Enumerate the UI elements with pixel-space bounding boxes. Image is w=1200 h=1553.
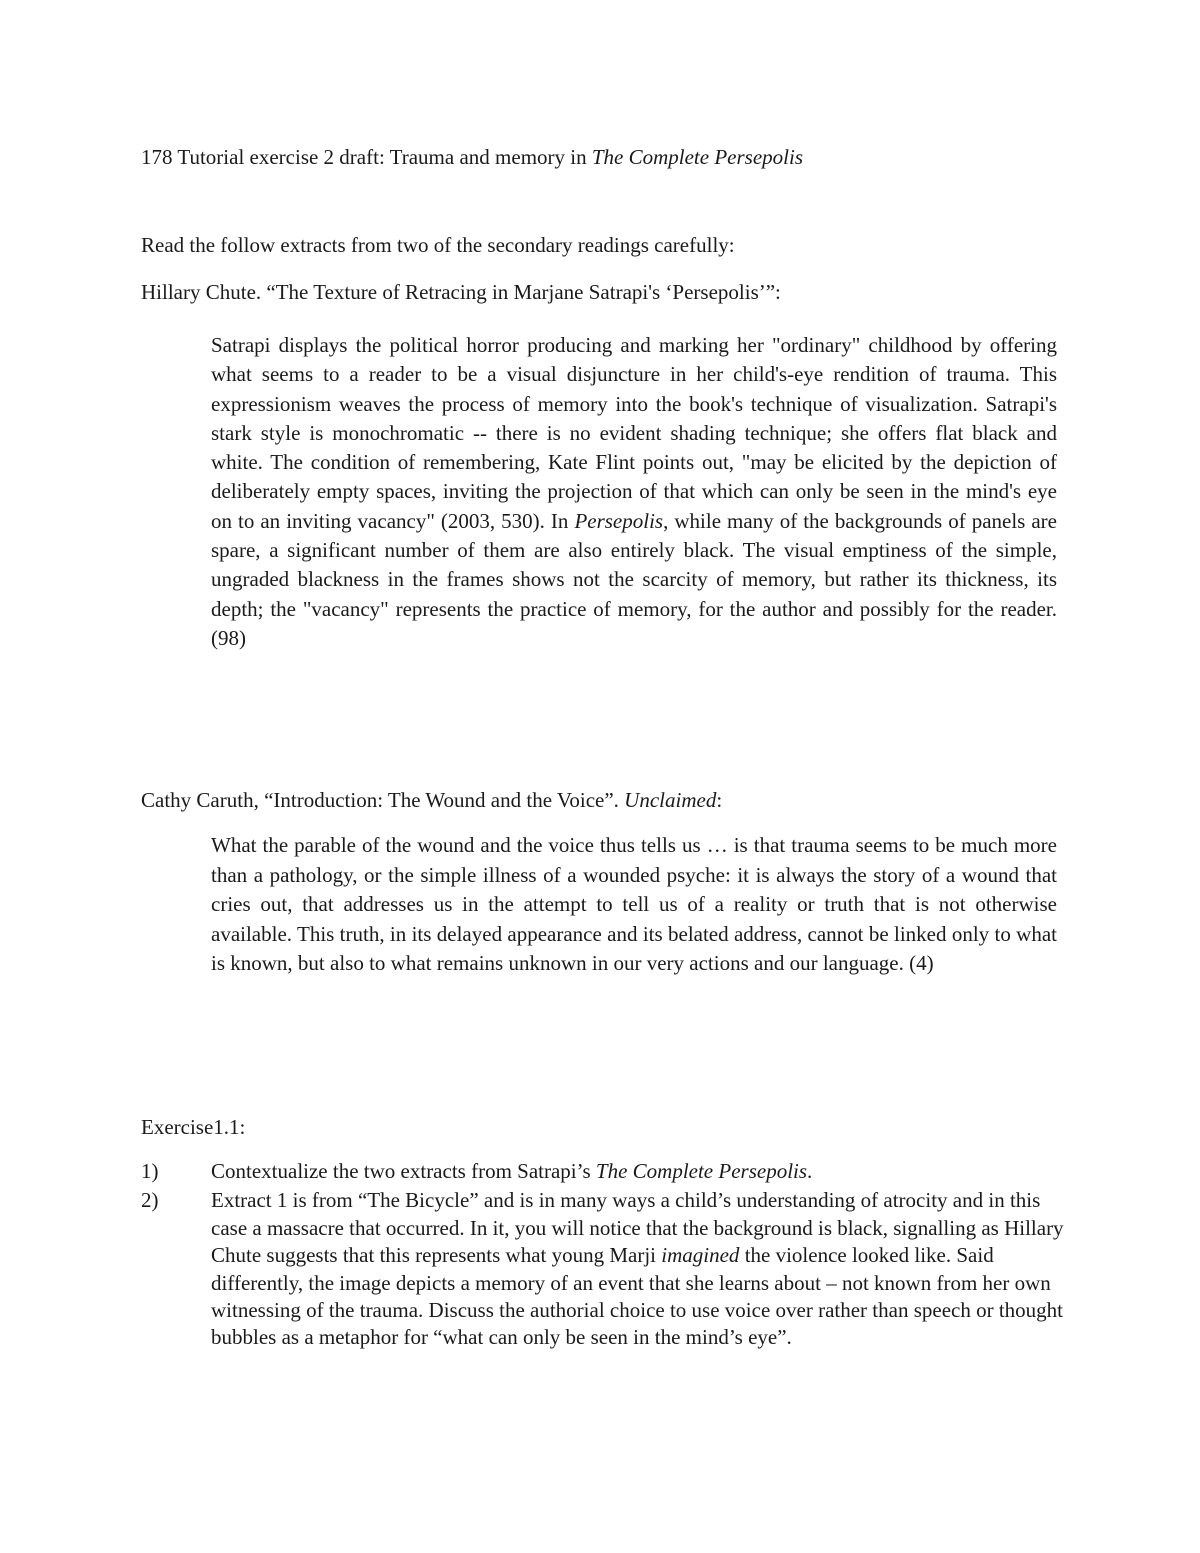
quote1-text-b: , while many of the backgrounds of panels are spare, a significant number of them are also entirely black. The visual emptiness of the simple, ungraded blackness in the frames shows not the scarcity of memory, but rather its thickness, its depth; the "vacancy" represents the practice of memory, for the author and possibly for the reader. (98) [211, 508, 1057, 650]
source2-suffix: : [716, 788, 723, 812]
item-text-b: . [807, 1159, 813, 1183]
list-item [141, 1187, 1071, 1351]
item-text-a: Extract 1 is from “The Bicycle” and is in many ways a child’s understanding of atrocity and in this case a massacre that occurred. In it, you will notice that the background is black, signalling as Hillary Chute suggests that this represents what young Marji [211, 1188, 1064, 1268]
item-text-a: Contextualize the two extracts from Satrapi’s [211, 1159, 596, 1183]
item-italic: imagined [661, 1243, 740, 1268]
exercise-list [141, 1158, 1071, 1354]
document-title [141, 143, 803, 172]
list-number: 1) [141, 1159, 159, 1183]
exercise-heading: Exercise1.1: [141, 1115, 246, 1139]
item-text-b: the violence looked like. Said differently, the image depicts a memory of an event that she learns about – not known from her own witnessing of the trauma. Discuss the authorial choice to use voice over rather than speech or thought bubbles as a metaphor for “what can only be seen in the mind’s eye”. [211, 1243, 1063, 1350]
block-quote-chute [211, 331, 1057, 653]
block-quote-caruth: What the parable of the wound and the voice thus tells us … is that trauma seems to be much more than a pathology, or the simple illness of a wounded psyche: it is always the story of a wound that cries out, that addresses us in the attempt to tell us of a reality or truth that is not otherwise available. This truth, in its delayed appearance and its belated address, cannot be linked only to what is known, but also to what remains unknown in our very actions and our language. (4) [211, 833, 1057, 976]
quote1-text-a: Satrapi displays the political horror producing and marking her "ordinary" childhood by offering what seems to a reader to be a visual disjuncture in her child's-eye rendition of trauma. This expressionism weaves the process of memory into the book's technique of visualization. Satrapi's stark style is monochromatic -- there is no evident shading technique; she offers flat black and white. The condition of remembering, Kate Flint points out, "may be elicited by the depiction of deliberately empty spaces, inviting the projection of that which can only be seen in the mind's eye on to an inviting vacancy" (2003, 530). In [211, 333, 1057, 533]
list-item [141, 1158, 1071, 1185]
quote1-italic: Persepolis [574, 508, 664, 533]
intro-text: Read the follow extracts from two of the secondary readings carefully: [141, 233, 735, 257]
item-italic: The Complete Persepolis [595, 1159, 808, 1183]
title-text: 178 Tutorial exercise 2 draft: Trauma and memory in [141, 145, 592, 169]
title-book-name: The Complete Persepolis [591, 145, 803, 169]
source-citation-chute: Hillary Chute. “The Texture of Retracing in Marjane Satrapi's ‘Persepolis’”: [141, 280, 781, 304]
list-number: 2) [141, 1188, 159, 1213]
source-citation-caruth [141, 786, 722, 815]
source2-italic: Unclaimed [624, 788, 717, 812]
source2-text: Cathy Caruth, “Introduction: The Wound and the Voice”. [141, 788, 625, 812]
